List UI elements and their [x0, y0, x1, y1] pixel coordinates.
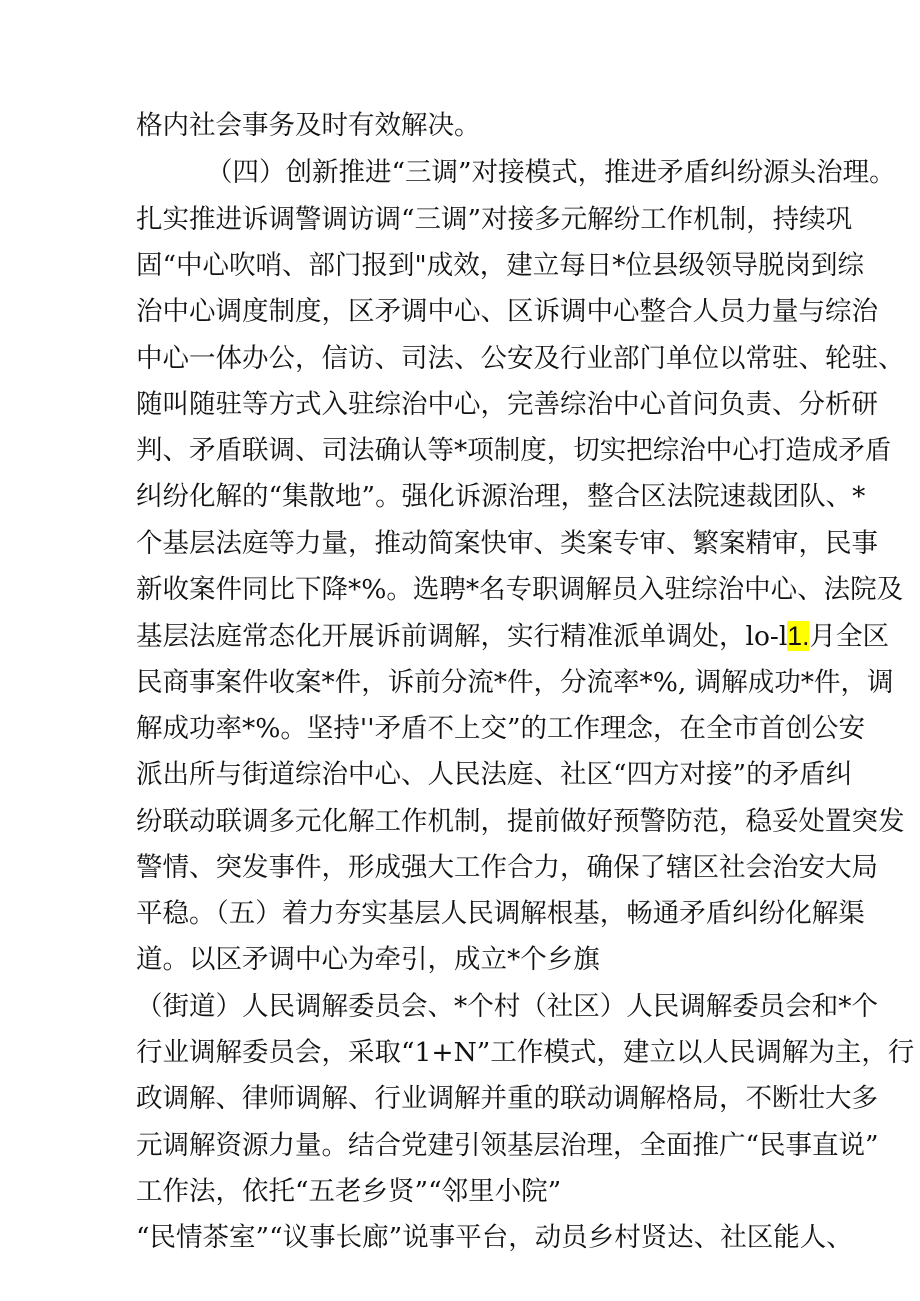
paragraph-line-1: 格内社会事务及时有效解决。	[136, 110, 481, 141]
paragraph-line-14: 解成功率*%。坚持''矛盾不上交”的工作理念，在全市首创公安	[136, 713, 866, 744]
line12-text-before: 基层法庭常态化开展诉前调解，实行精准派单调处，lo-l	[136, 621, 788, 652]
paragraph-line-24: 工作法，依托“五老乡贤”“邻里小院”	[136, 1176, 562, 1207]
section-heading-4: （四）创新推进“三调”对接模式，推进矛盾纠纷源头治理。	[206, 157, 896, 188]
paragraph-line-16: 纷联动联调多元化解工作机制，提前做好预警防范，稳妥处置突发	[136, 806, 905, 837]
paragraph-line-17: 警情、突发事件，形成强大工作合力，确保了辖区社会治安大局	[136, 852, 878, 883]
paragraph-line-23: 元调解资源力量。结合党建引领基层治理，全面推广“民事直说”	[136, 1130, 879, 1161]
paragraph-line-4: 固“中心吹哨、部门报到"成效，建立每日*位县级领导脱岗到综	[136, 250, 864, 281]
paragraph-line-8: 判、矛盾联调、司法确认等*项制度，切实把综治中心打造成矛盾	[136, 435, 892, 466]
paragraph-line-21: 行业调解委员会，采取“1+N”工作模式，建立以人民调解为主，行	[136, 1037, 915, 1068]
paragraph-line-12	[136, 618, 889, 655]
paragraph-line-22: 政调解、律师调解、行业调解并重的联动调解格局，不断壮大多	[136, 1083, 878, 1114]
paragraph-line-11: 新收案件同比下降*%。选聘*名专职调解员入驻综治中心、法院及	[136, 574, 904, 605]
line12-text-after: 月全区	[809, 621, 889, 652]
paragraph-line-7: 随叫随驻等方式入驻综治中心，完善综治中心首问负责、分析研	[136, 389, 878, 420]
paragraph-line-25: “民情茶室”“议事长廊”说事平台，动员乡村贤达、社区能人、	[136, 1222, 853, 1253]
paragraph-line-6: 中心一体办公，信访、司法、公安及行业部门单位以常驻、轮驻、	[136, 343, 905, 374]
paragraph-line-13: 民商事案件收案*件，诉前分流*件，分流率*%, 调解成功*件，调	[136, 667, 894, 698]
highlighted-text: 1.	[787, 621, 810, 651]
paragraph-line-5: 治中心调度制度，区矛调中心、区诉调中心整合人员力量与综治	[136, 296, 878, 327]
paragraph-line-15: 派出所与街道综治中心、人民法庭、社区“四方对接”的矛盾纠	[136, 759, 853, 790]
paragraph-line-19: 道。以区矛调中心为牵引，成立*个乡旗	[136, 944, 600, 975]
paragraph-line-3: 扎实推进诉调警调访调“三调”对接多元解纷工作机制，持续巩	[136, 204, 853, 235]
paragraph-line-9: 纠纷化解的“集散地”。强化诉源治理，整合区法院速裁团队、*	[136, 481, 866, 512]
paragraph-line-20: （街道）人民调解委员会、*个村（社区）人民调解委员会和*个	[136, 991, 878, 1022]
paragraph-line-10: 个基层法庭等力量，推动简案快审、类案专审、繁案精审，民事	[136, 528, 878, 559]
paragraph-line-18: 平稳。（五）着力夯实基层人民调解根基，畅通矛盾纠纷化解渠	[136, 898, 865, 929]
